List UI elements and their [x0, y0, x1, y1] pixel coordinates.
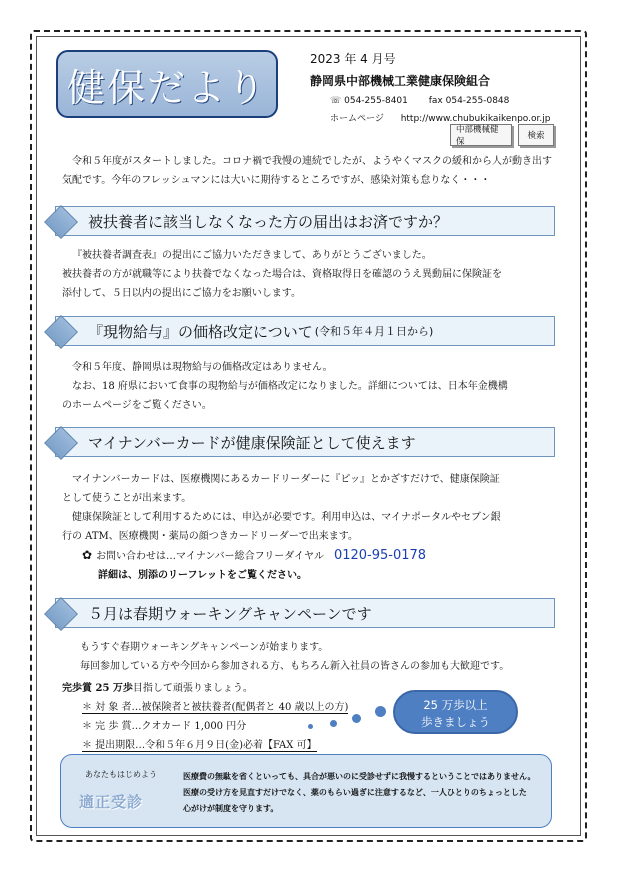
note-line: 心がけが制度を守ります。 — [183, 804, 279, 813]
section-heading-text: 『現物給与』の価格改定について — [88, 322, 313, 341]
bubble-dot — [375, 706, 386, 717]
body-line: 健康保険証として利用するためには、申込が必要です。利用申込は、マイナポータルやセブン銀 — [72, 512, 501, 523]
search-button[interactable]: 検索 — [518, 124, 554, 146]
section-body-benefits-in-kind — [62, 358, 558, 415]
website-url[interactable]: http://www.chubukikaikenpo.or.jp — [400, 114, 551, 124]
rule-item — [62, 736, 392, 755]
section-heading-text: ５月は春期ウォーキングキャンペーンです — [88, 604, 372, 623]
section-heading-subtext: (令和５年４月１日から) — [314, 325, 434, 338]
section-body-dependents — [62, 246, 558, 303]
body-line: マイナンバーカードは、医療機関にあるカードリーダーに『ピッ』とかざすだけで、健康保険証 — [72, 474, 500, 485]
freedial-number: 0120-95-0178 — [333, 548, 427, 563]
note-label: あなたもはじめよう — [85, 770, 157, 779]
body-line: 添付して、５日以内の提出にご協力をお願いします。 — [62, 288, 301, 299]
contact-prefix: お問い合わせは…マイナンバー総合フリーダイヤル — [96, 551, 324, 562]
goal-bold: 完歩賞 25 万歩 — [62, 683, 133, 694]
bubble-dot — [308, 724, 313, 729]
body-line: 『被扶養者調査表』の提出にご協力いただきまして、ありがとうございました。 — [72, 250, 432, 261]
bubble-line: 歩きましょう — [421, 715, 490, 729]
body-line: 毎回参加している方や今回から参加される方、もちろん新入社員の皆さんの参加も大歓迎です。 — [80, 661, 510, 672]
note-text — [183, 769, 543, 817]
website-label: ホームページ — [330, 114, 384, 124]
intro-paragraph: 令和５年度がスタートしました。コロナ禍で我慢の連続でしたが、ようやくマスクの緩和から人が動き出す気配です。今年のフレッシュマンには大いに期待するところですが、感染対策も怠りなく・・・ — [62, 156, 552, 186]
section-heading-text: マイナンバーカードが健康保険証として使えます — [88, 433, 416, 452]
section-body-walking — [70, 638, 530, 676]
proper-consultation-box — [60, 754, 552, 828]
newsletter-title-box — [56, 50, 278, 118]
rule-text: ＊ 対 象 者…被保険者と被扶養者(配偶者と 40 歳以上の方) — [82, 702, 349, 713]
walking-goal-and-rules — [62, 679, 392, 755]
newsletter-title: 健保だより — [66, 65, 267, 110]
body-line: のホームページをご覧ください。 — [62, 400, 212, 411]
star-icon: ✿ — [82, 548, 93, 562]
section-heading-benefits-in-kind — [55, 316, 555, 346]
section-heading-mynumber-card — [55, 427, 555, 457]
tel-number: ☏ 054-255-8401 — [330, 96, 408, 106]
walking-goal-bubble — [393, 690, 518, 734]
bubble-dot — [352, 714, 361, 723]
rule-text: ＊ 提出期限…令和５年６月９日(金)必着【FAX 可】 — [82, 740, 317, 751]
section-heading-text: 被扶養者に該当しなくなった方の届出はお済ですか？ — [88, 212, 449, 231]
organization-name: 静岡県中部機械工業健康保険組合 — [310, 74, 491, 88]
section-heading-walking — [55, 598, 555, 628]
bubble-line: 25 万歩以上 — [423, 698, 488, 712]
body-line: なお、18 府県において食事の現物給与が価格改定になりました。詳細については、日本年金機構 — [72, 381, 508, 392]
section-heading-dependents — [55, 206, 555, 236]
leaflet-note: 詳細は、別添のリーフレットをご覧ください。 — [98, 570, 307, 581]
website-line — [330, 111, 550, 124]
body-line: 被扶養者の方が就職等により扶養でなくなった場合は、資格取得日を確認のうえ異動届に保険証を — [62, 269, 502, 280]
body-line: 令和５年度、静岡県は現物給与の価格改定はありません。 — [72, 362, 333, 373]
rule-item: ＊ 完 歩 賞…クオカード 1,000 円分 — [82, 721, 247, 732]
body-line: もうすぐ春期ウォーキングキャンペーンが始まります。 — [80, 642, 329, 653]
body-line: として使うことが出来ます。 — [62, 493, 192, 504]
section-body-mynumber-card — [62, 470, 558, 585]
goal-rest: 目指して頑張りましょう。 — [132, 683, 253, 694]
note-line: 医療費の無駄を省くといっても、具合が悪いのに受診せずに我慢するということではありません。 — [183, 772, 536, 781]
bubble-dot — [330, 720, 337, 727]
site-name-button[interactable]: 中部機械健保 — [450, 124, 512, 146]
note-line: 医療の受け方を見直すだけでなく、薬のもらい過ぎに注意するなど、一人ひとりのちょっとした — [183, 788, 527, 797]
contact-line — [330, 96, 509, 106]
walking-goal — [62, 679, 392, 698]
contact-line — [62, 546, 558, 566]
body-line: 行の ATM、医療機関・薬局の顔つきカードリーダーで出来ます。 — [62, 531, 358, 542]
rule-item — [62, 698, 392, 717]
note-stamp: 適正受診 — [79, 793, 144, 811]
fax-number: fax 054-255-0848 — [428, 96, 510, 106]
issue-date: 2023 年 4 月号 — [310, 52, 396, 66]
